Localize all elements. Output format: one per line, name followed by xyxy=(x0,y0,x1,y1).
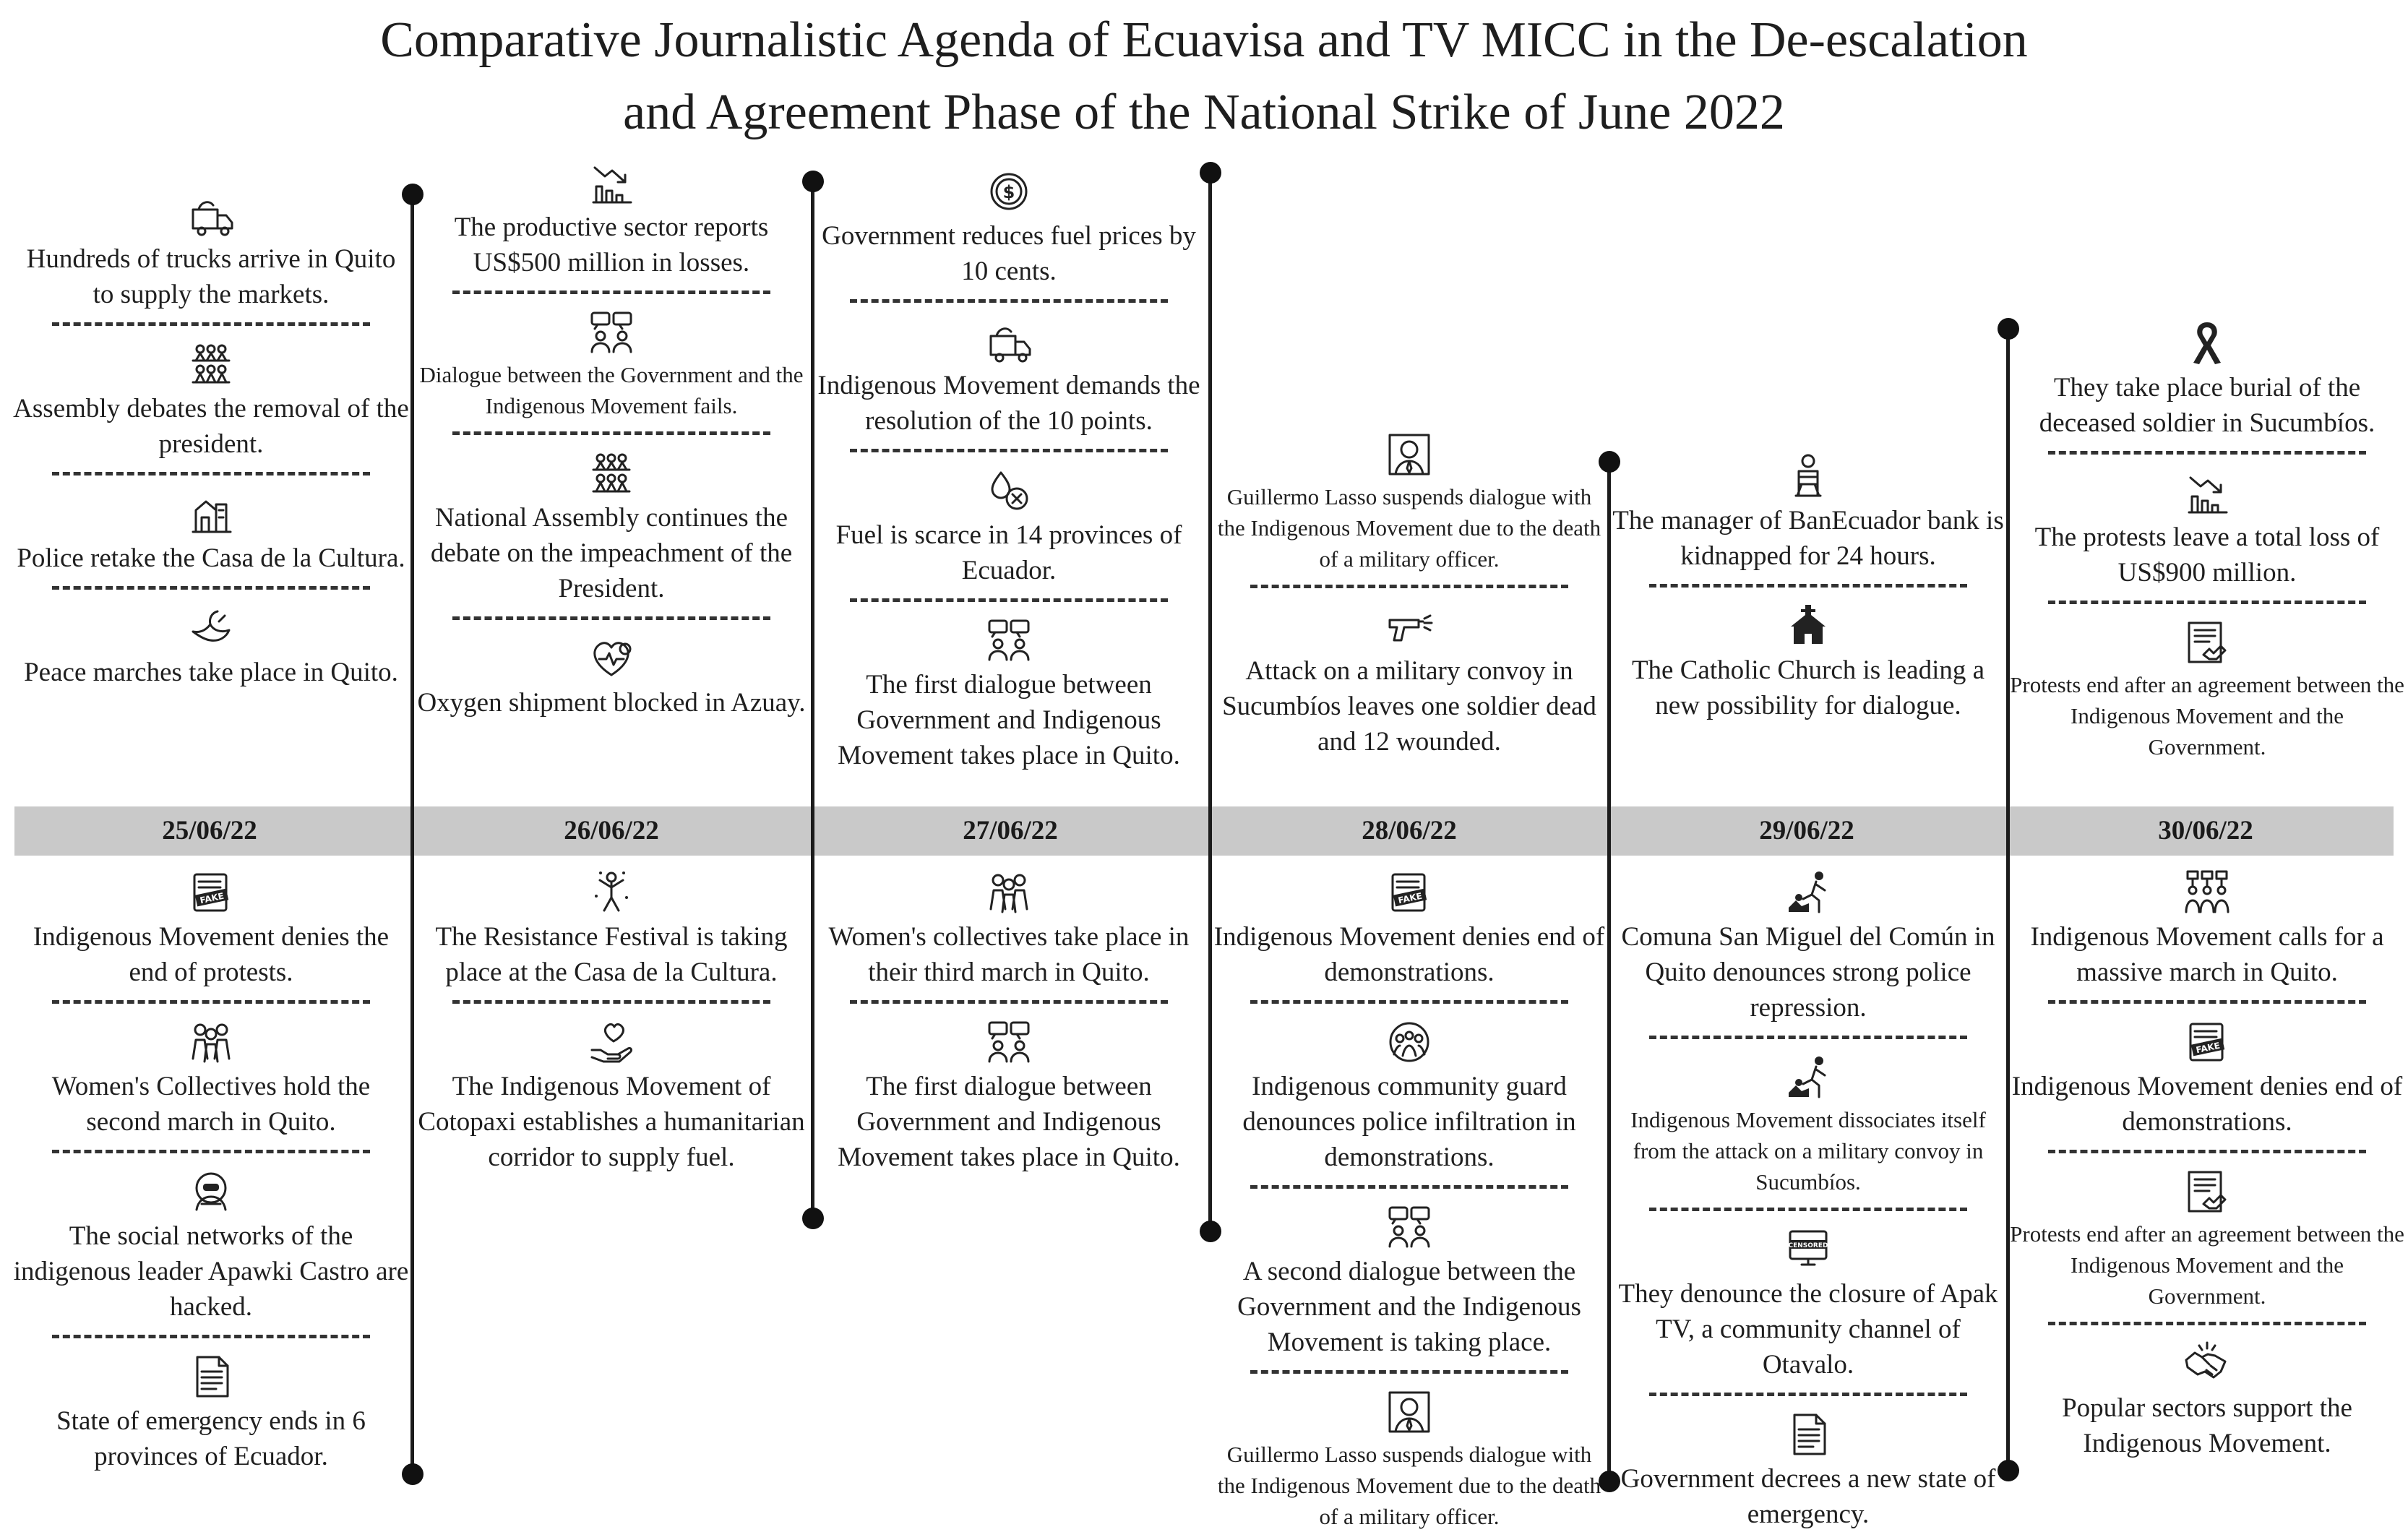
event-item xyxy=(413,630,809,720)
date-label-1: 25/06/22 xyxy=(162,816,257,845)
date-label-3: 27/06/22 xyxy=(963,816,1058,845)
event-text: Comuna San Miguel del Común in Quito denounces strong police repression. xyxy=(1621,922,1995,1023)
event-item xyxy=(1610,1049,2006,1197)
event-icon-wrap xyxy=(811,864,1207,918)
event-icon-wrap xyxy=(811,163,1207,217)
event-item xyxy=(2009,1335,2405,1461)
dialogue-icon xyxy=(984,615,1034,666)
event-icon-wrap xyxy=(413,304,809,358)
chart-loss-icon xyxy=(586,158,637,208)
event-icon-wrap xyxy=(1610,864,2006,918)
event-item xyxy=(413,155,809,280)
event-item xyxy=(13,1348,409,1474)
event-text: The productive sector reports US$500 million in losses. xyxy=(454,212,769,277)
date-label-4: 28/06/22 xyxy=(1362,816,1457,845)
event-item xyxy=(413,304,809,421)
event-item xyxy=(413,1014,809,1175)
event-item xyxy=(811,163,1207,289)
hostage-icon xyxy=(1783,451,1833,502)
dashed-divider xyxy=(850,449,1168,452)
event-text: Indigenous Movement demands the resolution of the 10 points. xyxy=(817,371,1200,436)
event-text: Guillermo Lasso suspends dialogue with the Indigenous Movement due to the death of a military officer. xyxy=(1217,484,1601,572)
event-icon-wrap xyxy=(1211,1014,1607,1067)
event-item xyxy=(811,1014,1207,1175)
fake-icon xyxy=(186,867,236,918)
heart-hand-icon xyxy=(586,1017,637,1067)
event-icon-wrap xyxy=(13,1163,409,1217)
event-text: Indigenous Movement denies end of demonstrations. xyxy=(2011,1072,2403,1137)
event-item xyxy=(2009,465,2405,590)
dashed-divider xyxy=(1250,585,1568,588)
event-text: The protests leave a total loss of US$900 million. xyxy=(2034,522,2380,588)
event-item xyxy=(1211,864,1607,990)
event-text: The Catholic Church is leading a new possibility for dialogue. xyxy=(1631,655,1985,720)
event-item xyxy=(1211,1384,1607,1532)
event-item xyxy=(1211,1199,1607,1360)
event-icon-wrap xyxy=(1610,1049,2006,1103)
women-group-icon xyxy=(186,1017,236,1067)
dashed-divider xyxy=(52,1000,370,1004)
event-item xyxy=(13,600,409,690)
event-icon-wrap xyxy=(2009,465,2405,518)
event-icon-wrap xyxy=(2009,614,2405,668)
repression-icon xyxy=(1783,1052,1833,1103)
column-5-top xyxy=(1610,448,2006,723)
event-icon-wrap xyxy=(811,612,1207,666)
event-text: The social networks of the indigenous leader Apawki Castro are hacked. xyxy=(13,1221,409,1322)
event-item xyxy=(1211,598,1607,759)
event-icon-wrap xyxy=(1211,598,1607,652)
event-text: Police retake the Casa de la Cultura. xyxy=(17,543,405,573)
event-item xyxy=(413,864,809,990)
agreement-icon xyxy=(2182,1166,2232,1217)
column-6-bottom xyxy=(2009,864,2405,1461)
dashed-divider xyxy=(452,291,770,294)
event-icon-wrap xyxy=(13,486,409,539)
event-icon-wrap xyxy=(811,313,1207,366)
event-text: The first dialogue between Government and Indigenous Movement takes place in Quito. xyxy=(838,670,1180,770)
event-text: Indigenous Movement denies the end of protests. xyxy=(33,922,390,987)
dashed-divider xyxy=(52,322,370,326)
event-item xyxy=(13,186,409,312)
chart-loss-icon xyxy=(2182,468,2232,518)
oxygen-icon xyxy=(586,633,637,684)
column-4-top xyxy=(1211,426,1607,759)
protest-group-icon xyxy=(2182,867,2232,918)
dashed-divider xyxy=(2048,601,2366,604)
event-text: Government reduces fuel prices by 10 cents. xyxy=(822,221,1196,286)
event-icon-wrap xyxy=(413,630,809,684)
event-icon-wrap xyxy=(13,186,409,240)
president-icon xyxy=(1384,1387,1435,1437)
event-icon-wrap xyxy=(2009,1335,2405,1389)
dashed-divider xyxy=(52,1335,370,1338)
assembly-icon xyxy=(186,339,236,390)
event-item xyxy=(2009,1014,2405,1140)
event-item xyxy=(13,864,409,990)
dashed-divider xyxy=(452,1000,770,1004)
event-text: State of emergency ends in 6 provinces of Ecuador. xyxy=(56,1406,366,1471)
column-1-top xyxy=(13,186,409,690)
building-icon xyxy=(186,489,236,539)
event-item xyxy=(811,612,1207,773)
coin-icon xyxy=(984,166,1034,217)
event-icon-wrap xyxy=(1610,448,2006,502)
agreement-icon xyxy=(2182,617,2232,668)
gun-icon xyxy=(1384,601,1435,652)
event-text: The first dialogue between Government and Indigenous Movement takes place in Quito. xyxy=(838,1072,1180,1172)
event-icon-wrap xyxy=(2009,1014,2405,1067)
event-icon-wrap xyxy=(1211,864,1607,918)
event-text: Oxygen shipment blocked in Azuay. xyxy=(417,688,806,718)
fake-icon xyxy=(2182,1017,2232,1067)
event-item xyxy=(811,313,1207,439)
column-5-bottom xyxy=(1610,864,2006,1532)
president-icon xyxy=(1384,429,1435,480)
event-icon-wrap xyxy=(413,155,809,208)
dialogue-icon xyxy=(1384,1202,1435,1252)
event-item xyxy=(1610,1406,2006,1532)
event-text: Indigenous Movement denies end of demonstrations. xyxy=(1213,922,1605,987)
event-item xyxy=(13,486,409,576)
event-item xyxy=(1610,448,2006,574)
guard-icon xyxy=(1384,1017,1435,1067)
dove-icon xyxy=(186,603,236,653)
title-line-2: and Agreement Phase of the National Strike of June 2022 xyxy=(623,85,1785,140)
handshake-icon xyxy=(2182,1338,2232,1389)
event-text: They take place burial of the deceased soldier in Sucumbíos. xyxy=(2039,373,2375,438)
event-text: Women's collectives take place in their third march in Quito. xyxy=(828,922,1190,987)
event-text: Dialogue between the Government and the Indigenous Movement fails. xyxy=(419,362,804,418)
event-text: Hundreds of trucks arrive in Quito to supply the markets. xyxy=(26,244,396,309)
event-icon-wrap xyxy=(13,864,409,918)
event-item xyxy=(13,1163,409,1325)
event-text: Protests end after an agreement between the Indigenous Movement and the Government. xyxy=(2010,1221,2404,1309)
event-text: Indigenous community guard denounces police infiltration in demonstrations. xyxy=(1242,1072,1576,1172)
event-icon-wrap xyxy=(1610,1221,2006,1275)
event-text: The manager of BanEcuador bank is kidnapped for 24 hours. xyxy=(1612,506,2004,571)
dashed-divider xyxy=(1649,1393,1967,1396)
event-icon-wrap xyxy=(811,1014,1207,1067)
dashed-divider xyxy=(850,299,1168,303)
event-icon-wrap xyxy=(1610,1406,2006,1460)
dashed-divider xyxy=(1649,1036,1967,1039)
event-icon-wrap xyxy=(413,1014,809,1067)
event-text: Government decrees a new state of emergency. xyxy=(1620,1464,1996,1529)
document-icon xyxy=(1783,1409,1833,1460)
separator-dot-2-bottom xyxy=(802,1208,824,1229)
event-item xyxy=(1610,598,2006,723)
event-icon-wrap xyxy=(13,600,409,653)
event-item xyxy=(811,462,1207,588)
dashed-divider xyxy=(1250,1000,1568,1004)
event-icon-wrap xyxy=(2009,864,2405,918)
date-label-5: 29/06/22 xyxy=(1759,816,1854,845)
event-text: The Resistance Festival is taking place at the Casa de la Cultura. xyxy=(435,922,788,987)
chart-title xyxy=(0,4,2408,149)
svg-text:$: $ xyxy=(1002,182,1015,202)
svg-text:FAKE: FAKE xyxy=(2195,1040,2222,1056)
event-item xyxy=(13,1014,409,1140)
event-icon-wrap xyxy=(2009,1163,2405,1217)
event-item xyxy=(1610,864,2006,1025)
svg-text:FAKE: FAKE xyxy=(1397,890,1424,906)
event-item xyxy=(2009,1163,2405,1312)
festival-icon xyxy=(586,867,637,918)
event-icon-wrap xyxy=(2009,315,2405,369)
column-2-bottom xyxy=(413,864,809,1175)
dashed-divider xyxy=(452,616,770,620)
event-text: They denounce the closure of Apak TV, a community channel of Otavalo. xyxy=(1618,1279,1998,1380)
date-label-2: 26/06/22 xyxy=(564,816,659,845)
document-icon xyxy=(186,1351,236,1402)
dashed-divider xyxy=(52,1150,370,1153)
event-text: Indigenous Movement calls for a massive march in Quito. xyxy=(2030,922,2384,987)
dashed-divider xyxy=(452,431,770,435)
ribbon-icon xyxy=(2182,318,2232,369)
event-text: Women's Collectives hold the second march in Quito. xyxy=(51,1072,371,1137)
column-4-bottom xyxy=(1211,864,1607,1532)
dialogue-icon xyxy=(586,307,637,358)
hacker-icon xyxy=(186,1166,236,1217)
event-text: Popular sectors support the Indigenous Movement. xyxy=(2062,1393,2352,1458)
event-item xyxy=(1610,1221,2006,1382)
dashed-divider xyxy=(1250,1185,1568,1189)
event-item xyxy=(2009,864,2405,990)
event-icon-wrap xyxy=(413,445,809,499)
svg-text:FAKE: FAKE xyxy=(199,890,225,906)
repression-icon xyxy=(1783,867,1833,918)
event-text: Fuel is scarce in 14 provinces of Ecuador. xyxy=(835,520,1182,585)
event-icon-wrap xyxy=(1610,598,2006,651)
truck-food-icon xyxy=(186,189,236,240)
event-item xyxy=(2009,614,2405,762)
event-icon-wrap xyxy=(811,462,1207,516)
dashed-divider xyxy=(1649,584,1967,588)
event-item xyxy=(1211,1014,1607,1175)
event-text: A second dialogue between the Government and the Indigenous Movement is taking place. xyxy=(1237,1257,1581,1357)
event-text: Guillermo Lasso suspends dialogue with the Indigenous Movement due to the death of a military officer. xyxy=(1217,1442,1601,1529)
event-text: Peace marches take place in Quito. xyxy=(24,658,398,687)
dashed-divider xyxy=(2048,1150,2366,1153)
event-text: Indigenous Movement dissociates itself from the attack on a military convoy in Sucumbíos. xyxy=(1630,1107,1986,1195)
event-text: Attack on a military convoy in Sucumbíos leaves one soldier dead and 12 wounded. xyxy=(1222,656,1596,757)
column-2-top xyxy=(413,155,809,720)
dashed-divider xyxy=(1649,1208,1967,1211)
fake-icon xyxy=(1384,867,1435,918)
dashed-divider xyxy=(2048,1000,2366,1004)
event-icon-wrap xyxy=(13,336,409,390)
dashed-divider xyxy=(2048,451,2366,455)
event-text: The Indigenous Movement of Cotopaxi establishes a humanitarian corridor to supply fuel. xyxy=(418,1072,805,1172)
event-icon-wrap xyxy=(1211,426,1607,480)
event-item xyxy=(13,336,409,462)
event-text: National Assembly continues the debate on the impeachment of the President. xyxy=(430,503,793,603)
dashed-divider xyxy=(52,472,370,475)
event-item xyxy=(413,445,809,606)
truck-food-icon xyxy=(984,316,1034,366)
event-icon-wrap xyxy=(13,1014,409,1067)
dashed-divider xyxy=(850,1000,1168,1004)
dashed-divider xyxy=(52,586,370,590)
assembly-icon xyxy=(586,448,637,499)
event-icon-wrap xyxy=(1211,1384,1607,1437)
church-icon xyxy=(1783,601,1833,651)
dashed-divider xyxy=(850,598,1168,602)
event-item xyxy=(2009,315,2405,441)
event-text: Protests end after an agreement between the Indigenous Movement and the Government. xyxy=(2010,672,2404,759)
event-item xyxy=(1211,426,1607,574)
column-1-bottom xyxy=(13,864,409,1474)
censored-icon xyxy=(1783,1224,1833,1275)
column-3-bottom xyxy=(811,864,1207,1175)
svg-text:CENSORED: CENSORED xyxy=(1788,1242,1828,1249)
dashed-divider xyxy=(1250,1370,1568,1374)
event-text: Assembly debates the removal of the president. xyxy=(13,394,409,459)
event-icon-wrap xyxy=(13,1348,409,1402)
title-line-1: Comparative Journalistic Agenda of Ecuavisa and TV MICC in the De-escalation xyxy=(380,12,2028,68)
date-label-6: 30/06/22 xyxy=(2158,816,2253,845)
dashed-divider xyxy=(2048,1322,2366,1325)
women-group-icon xyxy=(984,867,1034,918)
dialogue-icon xyxy=(984,1017,1034,1067)
event-item xyxy=(811,864,1207,990)
fuel-drop-icon xyxy=(984,465,1034,516)
column-6-top xyxy=(2009,315,2405,762)
event-icon-wrap xyxy=(1211,1199,1607,1252)
event-icon-wrap xyxy=(413,864,809,918)
column-3-top xyxy=(811,163,1207,773)
